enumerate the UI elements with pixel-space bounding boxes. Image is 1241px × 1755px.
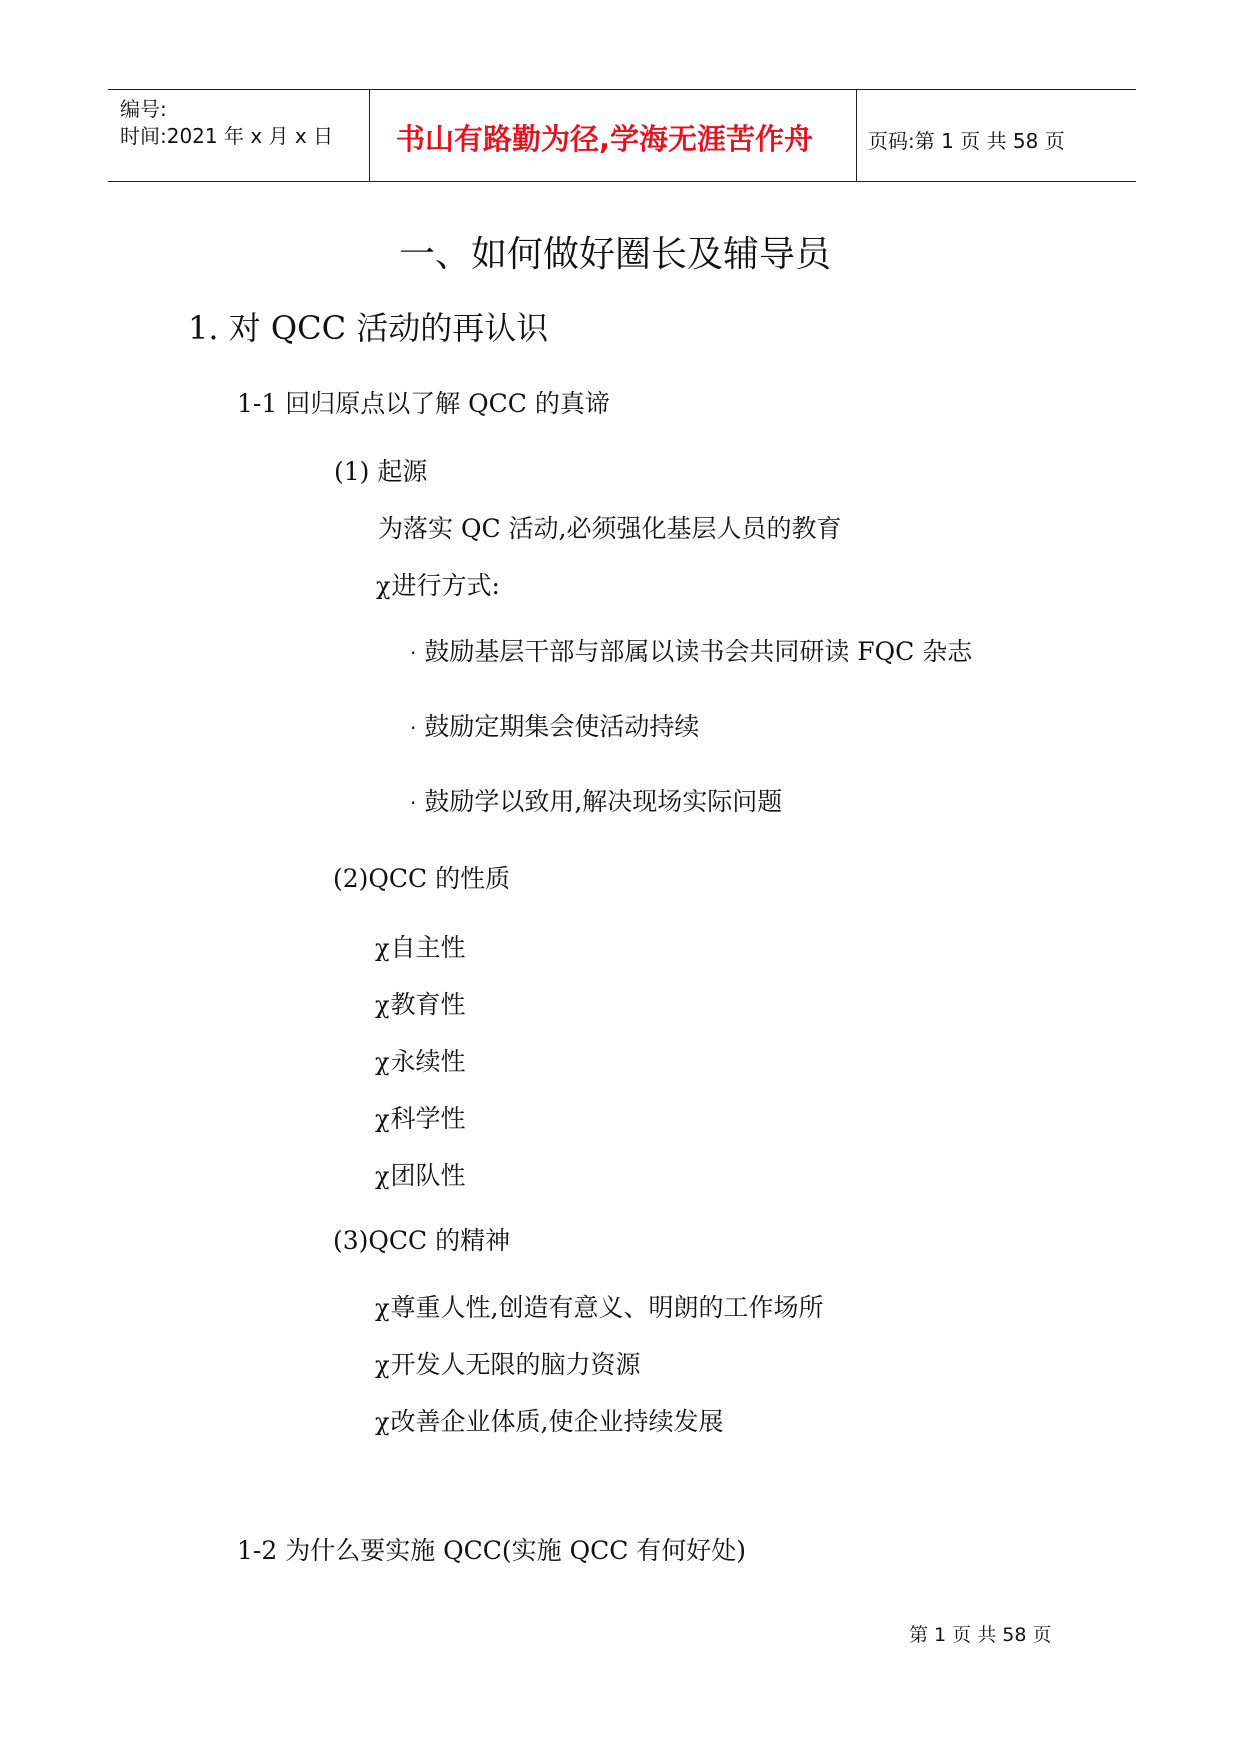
chi-bullet-icon: χ — [375, 934, 390, 962]
subsection-heading-1-1: 1-1 回归原点以了解 QCC 的真谛 — [237, 389, 610, 418]
list-item: χ改善企业体质,使企业持续发展 — [375, 1407, 724, 1436]
list-item: χ自主性 — [375, 933, 466, 962]
subsection-heading-1-2: 1-2 为什么要实施 QCC(实施 QCC 有何好处) — [237, 1536, 747, 1565]
header-divider-right — [856, 89, 857, 181]
list-item: χ团队性 — [375, 1161, 466, 1190]
chi-bullet-icon: χ — [375, 991, 390, 1019]
chi-bullet-icon: χ — [375, 1351, 390, 1379]
section-heading-1: 1. 对 QCC 活动的再认识 — [188, 309, 549, 347]
header-motto: 书山有路勤为径,学海无涯苦作舟 — [396, 122, 814, 156]
list-item: · 鼓励定期集会使活动持续 — [410, 712, 700, 741]
item1-text: 为落实 QC 活动,必须强化基层人员的教育 — [378, 514, 842, 543]
item1-heading: (1) 起源 — [334, 457, 428, 486]
dot-bullet-icon: · — [410, 716, 417, 740]
chi-bullet-icon: χ — [375, 1162, 390, 1190]
header-bottom-border — [108, 181, 1136, 182]
header-top-border — [108, 89, 1136, 90]
dot-bullet-icon: · — [410, 791, 417, 815]
list-item: · 鼓励学以致用,解决现场实际问题 — [410, 787, 783, 816]
item3-heading: (3)QCC 的精神 — [333, 1226, 511, 1255]
list-item: · 鼓励基层干部与部属以读书会共同研读 FQC 杂志 — [410, 637, 973, 666]
item1-method-label: 进行方式: — [391, 571, 500, 600]
item2-heading: (2)QCC 的性质 — [333, 864, 511, 893]
document-title: 一、如何做好圈长及辅导员 — [399, 234, 832, 275]
chi-bullet-icon: χ — [375, 1294, 390, 1322]
chi-bullet-icon: χ — [376, 572, 391, 600]
date-label: 时间:2021 年 x 月 x 日 — [120, 124, 334, 148]
chi-bullet-icon: χ — [375, 1408, 390, 1436]
chi-bullet-icon: χ — [375, 1048, 390, 1076]
list-item: χ教育性 — [375, 990, 466, 1019]
item1-method — [376, 566, 500, 602]
list-item: χ尊重人性,创造有意义、明朗的工作场所 — [375, 1293, 824, 1322]
page-label: 页码:第 1 页 共 58 页 — [868, 129, 1065, 153]
serial-label: 编号: — [120, 97, 167, 121]
list-item: χ科学性 — [375, 1104, 466, 1133]
chi-bullet-icon: χ — [375, 1105, 390, 1133]
list-item: χ永续性 — [375, 1047, 466, 1076]
dot-bullet-icon: · — [410, 641, 417, 665]
header-divider-left — [369, 89, 370, 181]
list-item: χ开发人无限的脑力资源 — [375, 1350, 641, 1379]
page-footer: 第 1 页 共 58 页 — [909, 1624, 1052, 1646]
